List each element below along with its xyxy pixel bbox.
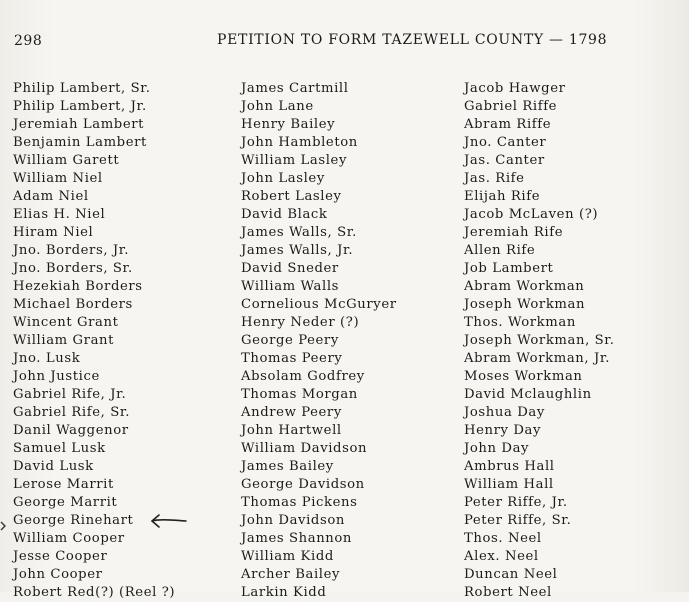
- signer-name: Thos. Workman: [464, 315, 576, 330]
- signer-name: Jas. Rife: [464, 171, 525, 186]
- signer-name: Samuel Lusk: [13, 441, 106, 456]
- signer-name: Cornelious McGuryer: [241, 297, 397, 312]
- signer-name: Michael Borders: [13, 297, 133, 312]
- margin-mark: [0, 516, 6, 526]
- signer-name: Jacob Hawger: [464, 81, 566, 96]
- signer-name: Thomas Peery: [241, 351, 343, 366]
- signer-name: James Walls, Jr.: [241, 243, 354, 258]
- signer-name: James Shannon: [241, 531, 353, 546]
- signer-name: John Hartwell: [241, 423, 342, 438]
- signer-name: John Cooper: [13, 567, 103, 582]
- signer-name: John Lane: [241, 99, 314, 114]
- signer-name: Moses Workman: [464, 369, 583, 384]
- signer-name: William Davidson: [241, 441, 368, 456]
- signer-name: William Hall: [464, 477, 554, 492]
- signer-name: Henry Bailey: [241, 117, 336, 132]
- signer-name: Archer Bailey: [241, 567, 341, 582]
- signer-name: Joshua Day: [464, 405, 545, 420]
- signer-name: George Marrit: [13, 495, 118, 510]
- left-arrow-icon: [149, 512, 189, 530]
- signer-name: Gabriel Rife, Sr.: [13, 405, 131, 420]
- signer-name: Jeremiah Lambert: [13, 117, 145, 132]
- signer-name: Absolam Godfrey: [241, 369, 365, 384]
- signer-name: John Hambleton: [241, 135, 358, 150]
- signer-name: Joseph Workman: [464, 297, 586, 312]
- signer-name: Jno. Canter: [464, 135, 547, 150]
- signer-name: Philip Lambert, Sr.: [13, 81, 151, 96]
- name-column-2: [241, 80, 397, 602]
- signer-name: Thomas Morgan: [241, 387, 358, 402]
- signer-name: William Kidd: [241, 549, 334, 564]
- page-title: PETITION TO FORM TAZEWELL COUNTY — 1798: [217, 32, 608, 48]
- signer-name: Peter Riffe, Sr.: [464, 513, 572, 528]
- signer-name: William Grant: [13, 333, 115, 348]
- signer-name: Henry Neder (?): [241, 315, 360, 330]
- signer-name: Elijah Rife: [464, 189, 541, 204]
- signer-name: Philip Lambert, Jr.: [13, 99, 147, 114]
- signer-name: Thos. Neel: [464, 531, 542, 546]
- signer-name: Jno. Borders, Sr.: [13, 261, 133, 276]
- signer-name: Abram Workman, Jr.: [464, 351, 611, 366]
- signer-name: Robert Lasley: [241, 189, 342, 204]
- signer-name: George Davidson: [241, 477, 365, 492]
- signer-name: Alex. Neel: [464, 549, 539, 564]
- handwritten-arrow: [149, 512, 189, 530]
- signer-name: Jeremiah Rife: [464, 225, 564, 240]
- name-column-3: [464, 80, 615, 602]
- signer-name: William Lasley: [241, 153, 348, 168]
- signer-name: George Rinehart: [13, 513, 134, 528]
- signer-name: Danil Waggenor: [13, 423, 129, 438]
- signer-name: Abram Riffe: [464, 117, 552, 132]
- signer-name: William Cooper: [13, 531, 125, 546]
- signer-name: Gabriel Riffe: [464, 99, 558, 114]
- signer-name: John Justice: [13, 369, 100, 384]
- signer-name: John Lasley: [241, 171, 325, 186]
- signer-name: Ambrus Hall: [464, 459, 555, 474]
- signer-name: David Sneder: [241, 261, 339, 276]
- signer-name: Gabriel Rife, Jr.: [13, 387, 127, 402]
- signer-name: Job Lambert: [464, 261, 554, 276]
- signer-name: Jesse Cooper: [13, 549, 108, 564]
- signer-name: Hiram Niel: [13, 225, 94, 240]
- signer-name: Jacob McLaven (?): [464, 207, 599, 222]
- signer-name: James Bailey: [241, 459, 334, 474]
- signer-name: Lerose Marrit: [13, 477, 114, 492]
- signer-name: John Day: [464, 441, 530, 456]
- signer-name: David Lusk: [13, 459, 94, 474]
- signer-name: Hezekiah Borders: [13, 279, 143, 294]
- signer-name: Allen Rife: [464, 243, 536, 258]
- signer-name: George Peery: [241, 333, 339, 348]
- signer-name: Jno. Borders, Jr.: [13, 243, 130, 258]
- signer-name: William Garett: [13, 153, 120, 168]
- signer-name: David Mclaughlin: [464, 387, 592, 402]
- signer-name: William Niel: [13, 171, 103, 186]
- signer-name: Larkin Kidd: [241, 585, 327, 600]
- signer-name: Wincent Grant: [13, 315, 119, 330]
- signer-name: Thomas Pickens: [241, 495, 358, 510]
- signer-name: Robert Neel: [464, 585, 552, 600]
- signer-name: Robert Red(?) (Reel ?): [13, 585, 176, 600]
- signer-name: Duncan Neel: [464, 567, 558, 582]
- signer-name: Elias H. Niel: [13, 207, 106, 222]
- signer-name: Abram Workman: [464, 279, 585, 294]
- signer-name: Jas. Canter: [464, 153, 545, 168]
- signer-name: John Davidson: [241, 513, 345, 528]
- signer-name: William Walls: [241, 279, 340, 294]
- signer-name: Joseph Workman, Sr.: [464, 333, 615, 348]
- signer-name: Andrew Peery: [241, 405, 342, 420]
- signer-name: James Walls, Sr.: [241, 225, 357, 240]
- page-number: 298: [14, 33, 43, 49]
- signer-name: Benjamin Lambert: [13, 135, 147, 150]
- signer-name: Peter Riffe, Jr.: [464, 495, 568, 510]
- signer-name: Henry Day: [464, 423, 542, 438]
- signer-name: David Black: [241, 207, 328, 222]
- signer-name: James Cartmill: [241, 81, 349, 96]
- signer-name: Adam Niel: [13, 189, 89, 204]
- signer-name: Jno. Lusk: [13, 351, 81, 366]
